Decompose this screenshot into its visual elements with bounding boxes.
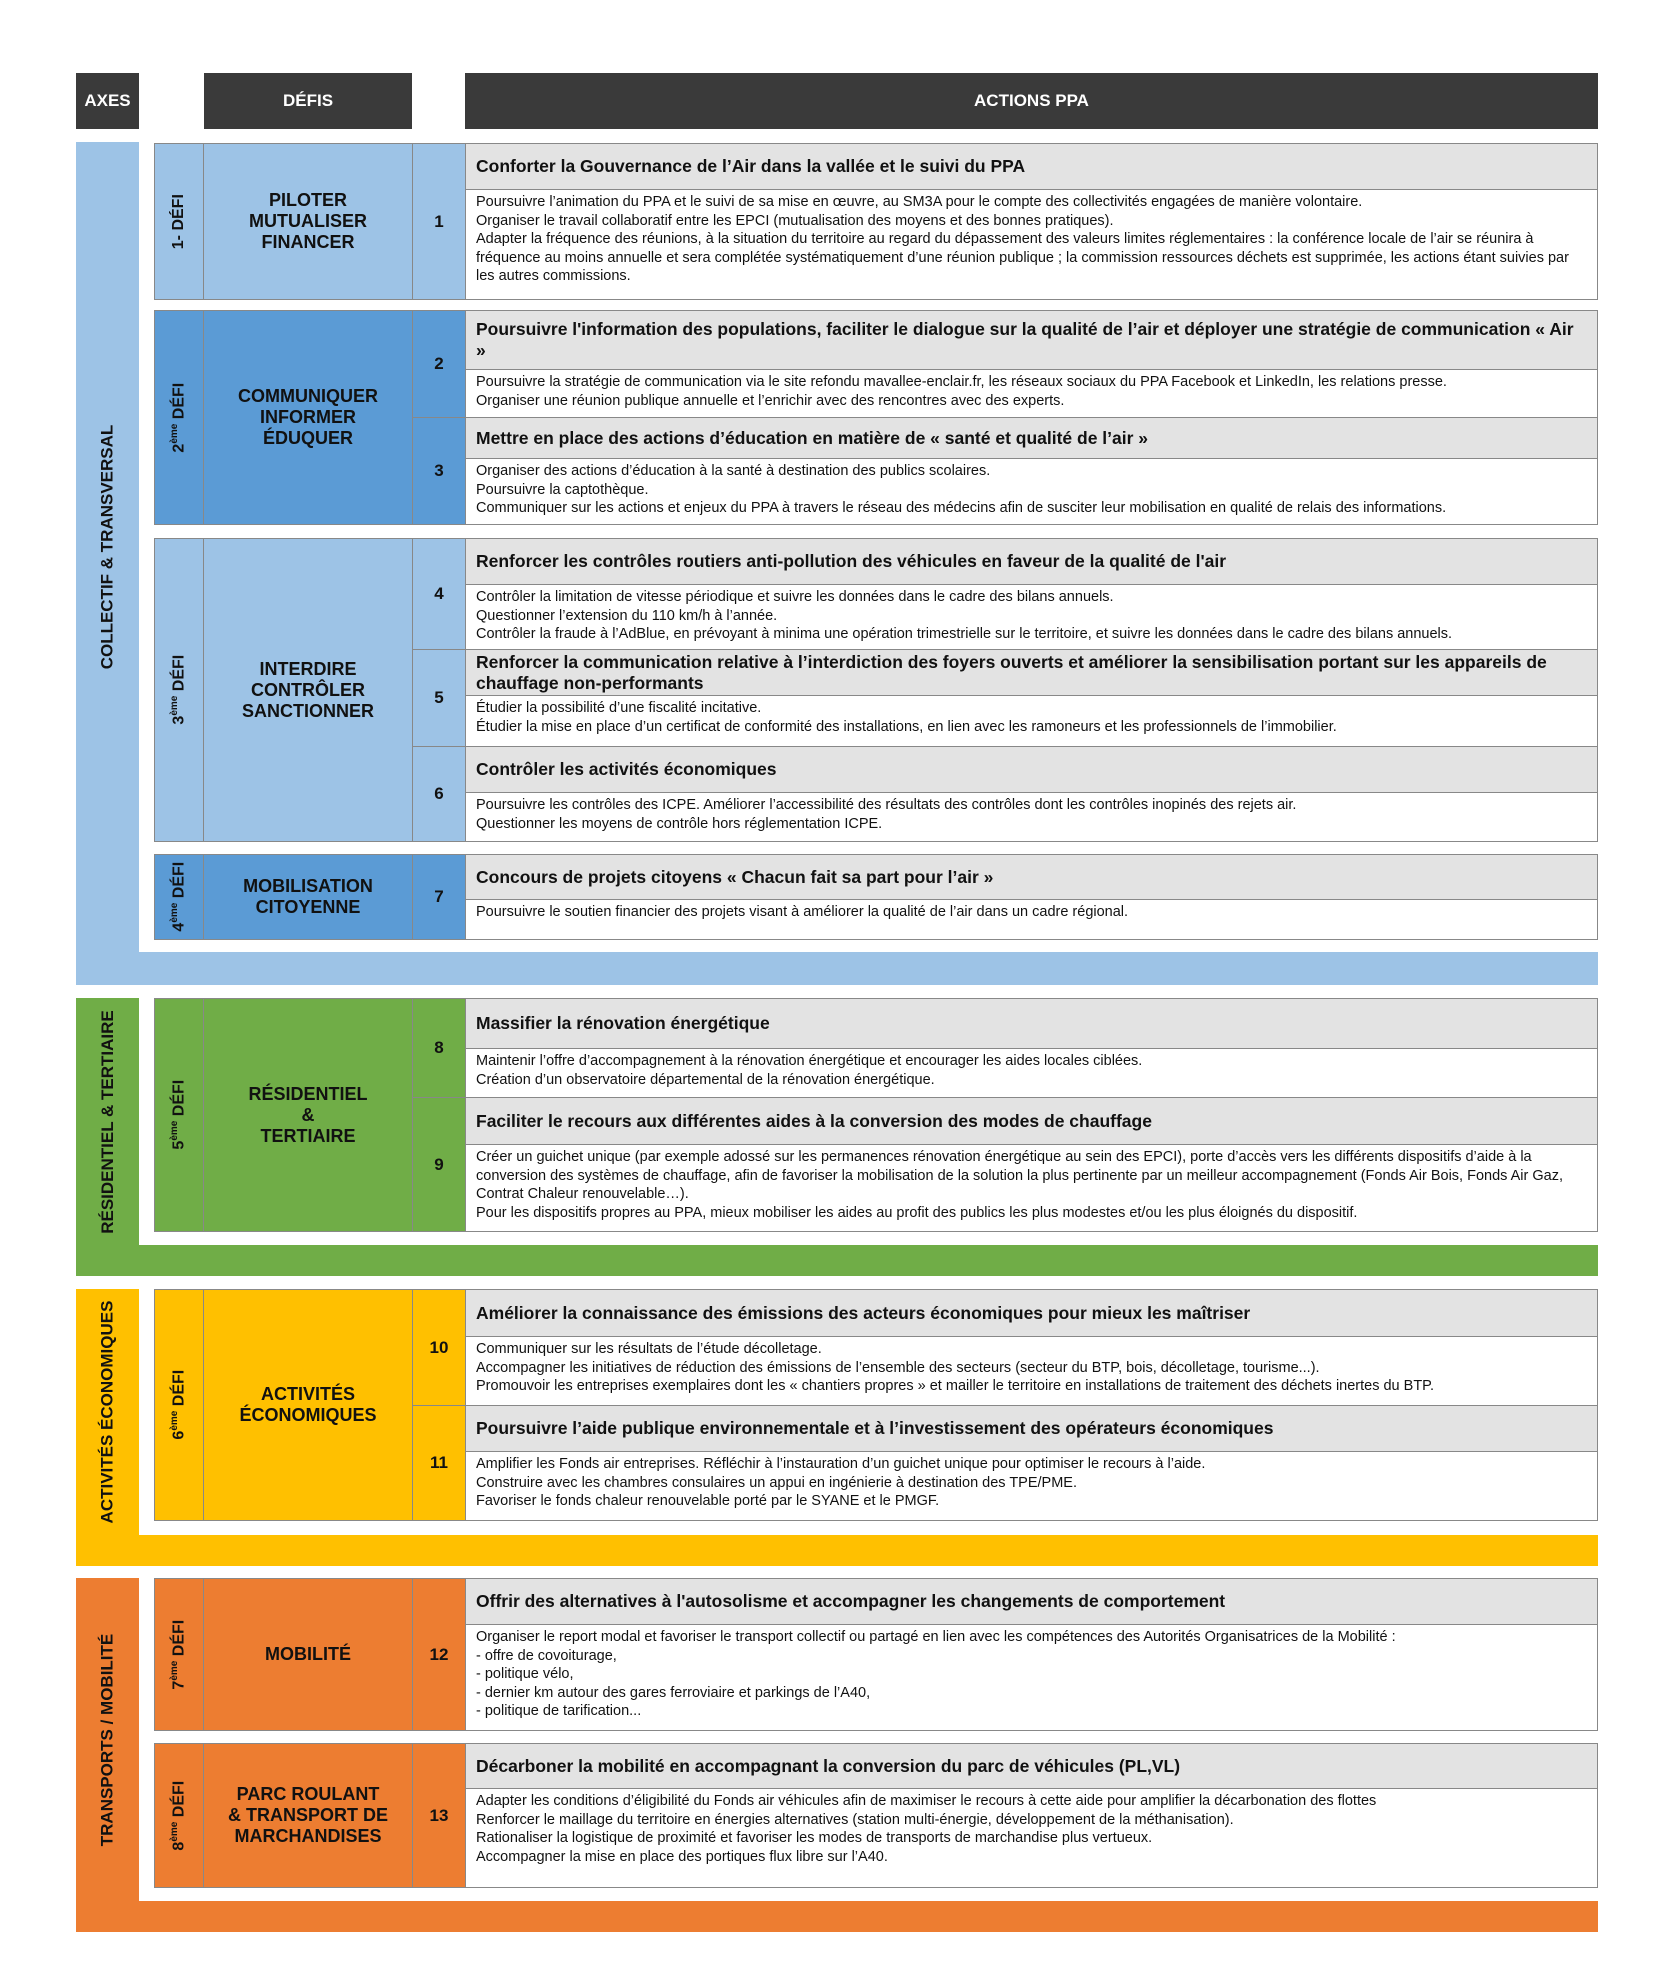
defi-3-name: INTERDIRE CONTRÔLER SANCTIONNER <box>203 538 413 842</box>
action-4-description: Contrôler la limitation de vitesse périodique et suivre les données dans le cadre des bilans annuels. Questionner l’extension du 110 km/h à l’année. Contrôler la fraude à l’AdBlue, en prévoyant à minima une opération trimestrielle sur le territoire, et suivre les données dans le cadre des bilans annuels. <box>465 584 1598 650</box>
axis-label-residentiel: RÉSIDENTIEL & TERTIAIRE <box>97 1009 117 1234</box>
action-1-number: 1 <box>412 143 466 300</box>
action-5-title: Renforcer la communication relative à l’interdiction des foyers ouverts et améliorer la sensibilisation portant sur les appareils de chauffage non-performants <box>465 649 1598 696</box>
action-5-description: Étudier la possibilité d’une fiscalité incitative. Étudier la mise en place d’un certificat de conformité des installations, en lien avec les ramoneurs et les professionnels de l’immobilier. <box>465 695 1598 747</box>
defi-1-name: PILOTER MUTUALISER FINANCER <box>203 143 413 300</box>
defi-3-label: 3ème DÉFI <box>154 538 204 842</box>
action-7-title: Concours de projets citoyens « Chacun fait sa part pour l’air » <box>465 854 1598 900</box>
action-8-number: 8 <box>412 998 466 1098</box>
axis-label-transports: TRANSPORTS / MOBILITÉ <box>97 1633 117 1846</box>
action-9-title: Faciliter le recours aux différentes aides à la conversion des modes de chauffage <box>465 1097 1598 1145</box>
action-10-number: 10 <box>412 1289 466 1406</box>
axis-label-collectif: COLLECTIF & TRANSVERSAL <box>97 424 117 670</box>
action-3-title: Mettre en place des actions d’éducation en matière de « santé et qualité de l’air » <box>465 417 1598 459</box>
defi-7-name: MOBILITÉ <box>203 1578 413 1731</box>
action-6-number: 6 <box>412 746 466 842</box>
header-defis <box>204 73 412 129</box>
defi-2-label: 2ème DÉFI <box>154 310 204 525</box>
action-9-description: Créer un guichet unique (par exemple adossé sur les permanences rénovation énergétique au sein des EPCI), porte d’accès vers les différents dispositifs d’aide à la conversion des systèmes de chauffage, afin de favoriser la mobilisation de la solution la plus pertinente par un meilleur accompagnement (Fonds Air Bois, Fonds Air Gaz, Contrat Chaleur renouvelable…). Pour les dispositifs propres au PPA, mieux mobiliser les aides au profit des publics les plus modestes et/ou les plus éloignés du dispositif. <box>465 1144 1598 1232</box>
action-3-number: 3 <box>412 417 466 525</box>
action-6-description: Poursuivre les contrôles des ICPE. Améliorer l’accessibilité des résultats des contrôles dont les contrôles inopinés des rejets air. Questionner les moyens de contrôle hors réglementation ICPE. <box>465 792 1598 842</box>
action-4-title: Renforcer les contrôles routiers anti-pollution des véhicules en faveur de la qualité de l'air <box>465 538 1598 585</box>
header-actions <box>465 73 1598 129</box>
action-7-number: 7 <box>412 854 466 940</box>
action-10-description: Communiquer sur les résultats de l’étude décolletage. Accompagner les initiatives de réduction des émissions de l’ensemble des secteurs (secteur du BTP, bois, décolletage, tourisme...). Promouvoir les entreprises exemplaires dont les « chantiers propres » et mailler le territoire en installations de traitement des déchets inertes du BTP. <box>465 1336 1598 1406</box>
action-9-number: 9 <box>412 1097 466 1232</box>
defi-7-label: 7ème DÉFI <box>154 1578 204 1731</box>
action-13-title: Décarboner la mobilité en accompagnant la conversion du parc de véhicules (PL,VL) <box>465 1743 1598 1789</box>
header-axes-label: AXES <box>84 91 131 110</box>
defi-1-label: 1- DÉFI <box>154 143 204 300</box>
action-2-title: Poursuivre l'information des populations, faciliter le dialogue sur la qualité de l’air et déployer une stratégie de communication « Air » <box>465 310 1598 370</box>
defi-5-label: 5ème DÉFI <box>154 998 204 1232</box>
action-4-number: 4 <box>412 538 466 650</box>
header-axes <box>76 73 139 129</box>
action-13-description: Adapter les conditions d’éligibilité du Fonds air véhicules afin de maximiser le recours à cette aide pour amplifier la décarbonation des flottes Renforcer le maillage du territoire en énergies alternatives (station multi-énergie, développement de la méthanisation). Rationaliser la logistique de proximité et favoriser les modes de transports de marchandise plus vertueux. Accompagner la mise en place des portiques flux libre sur l’A40. <box>465 1788 1598 1888</box>
action-13-number: 13 <box>412 1743 466 1888</box>
action-1-description: Poursuivre l’animation du PPA et le suivi de sa mise en œuvre, au SM3A pour le compte des collectivités engagées de manière volontaire. Organiser le travail collaboratif entre les EPCI (mutualisation des moyens et des bonnes pratiques). Adapter la fréquence des réunions, à la situation du territoire au regard du dépassement des valeurs limites réglementaires : la conférence locale de l’air se réunira à fréquence au moins annuelle et sera complétée systématiquement d’une réunion publique ; la commission ressources déchets est supprimée, les actions étant suivies par les autres commissions. <box>465 189 1598 300</box>
header-actions-label: ACTIONS PPA <box>974 91 1089 110</box>
action-11-description: Amplifier les Fonds air entreprises. Réfléchir à l’instauration d’un guichet unique pour optimiser le recours à l’aide. Construire avec les chambres consulaires un appui en ingénierie à destination des TPE/PME. Favoriser le fonds chaleur renouvelable porté par le SYANE et le PMGF. <box>465 1451 1598 1521</box>
action-2-description: Poursuivre la stratégie de communication via le site refondu mavallee-enclair.fr, les réseaux sociaux du PPA Facebook et LinkedIn, les relations presse. Organiser une réunion publique annuelle et l’enrichir avec des rencontres avec des experts. <box>465 369 1598 418</box>
action-11-number: 11 <box>412 1405 466 1521</box>
action-3-description: Organiser des actions d’éducation à la santé à destination des publics scolaires. Poursuivre la captothèque. Communiquer sur les actions et enjeux du PPA à travers le réseau des médecins afin de susciter leur mobilisation en qualité de relais des informations. <box>465 458 1598 525</box>
action-8-title: Massifier la rénovation énergétique <box>465 998 1598 1049</box>
axis-label-activites: ACTIVITÉS ÉCONOMIQUES <box>97 1300 117 1524</box>
action-2-number: 2 <box>412 310 466 418</box>
defi-8-name: PARC ROULANT & TRANSPORT DE MARCHANDISES <box>203 1743 413 1888</box>
action-12-title: Offrir des alternatives à l'autosolisme et accompagner les changements de comportement <box>465 1578 1598 1625</box>
defi-4-name: MOBILISATION CITOYENNE <box>203 854 413 940</box>
defi-6-name: ACTIVITÉS ÉCONOMIQUES <box>203 1289 413 1521</box>
action-12-description: Organiser le report modal et favoriser le transport collectif ou partagé en lien avec les compétences des Autorités Organisatrices de la Mobilité : - offre de covoiturage, - politique vélo, - dernier km autour des gares ferroviaire et parkings de l’A40, - politique de tarification... <box>465 1624 1598 1731</box>
defi-5-name: RÉSIDENTIEL & TERTIAIRE <box>203 998 413 1232</box>
defi-4-label: 4ème DÉFI <box>154 854 204 940</box>
action-1-title: Conforter la Gouvernance de l’Air dans la vallée et le suivi du PPA <box>465 143 1598 190</box>
action-5-number: 5 <box>412 649 466 747</box>
defi-6-label: 6ème DÉFI <box>154 1289 204 1521</box>
action-8-description: Maintenir l’offre d’accompagnement à la rénovation énergétique et encourager les aides locales ciblées. Création d’un observatoire départemental de la rénovation énergétique. <box>465 1048 1598 1098</box>
header-defis-label: DÉFIS <box>282 91 334 110</box>
action-7-description: Poursuivre le soutien financier des projets visant à améliorer la qualité de l’air dans un cadre régional. <box>465 899 1598 940</box>
defi-2-name: COMMUNIQUER INFORMER ÉDUQUER <box>203 310 413 525</box>
action-11-title: Poursuivre l’aide publique environnementale et à l’investissement des opérateurs économiques <box>465 1405 1598 1452</box>
defi-8-label: 8ème DÉFI <box>154 1743 204 1888</box>
action-12-number: 12 <box>412 1578 466 1731</box>
action-10-title: Améliorer la connaissance des émissions des acteurs économiques pour mieux les maîtriser <box>465 1289 1598 1337</box>
action-6-title: Contrôler les activités économiques <box>465 746 1598 793</box>
